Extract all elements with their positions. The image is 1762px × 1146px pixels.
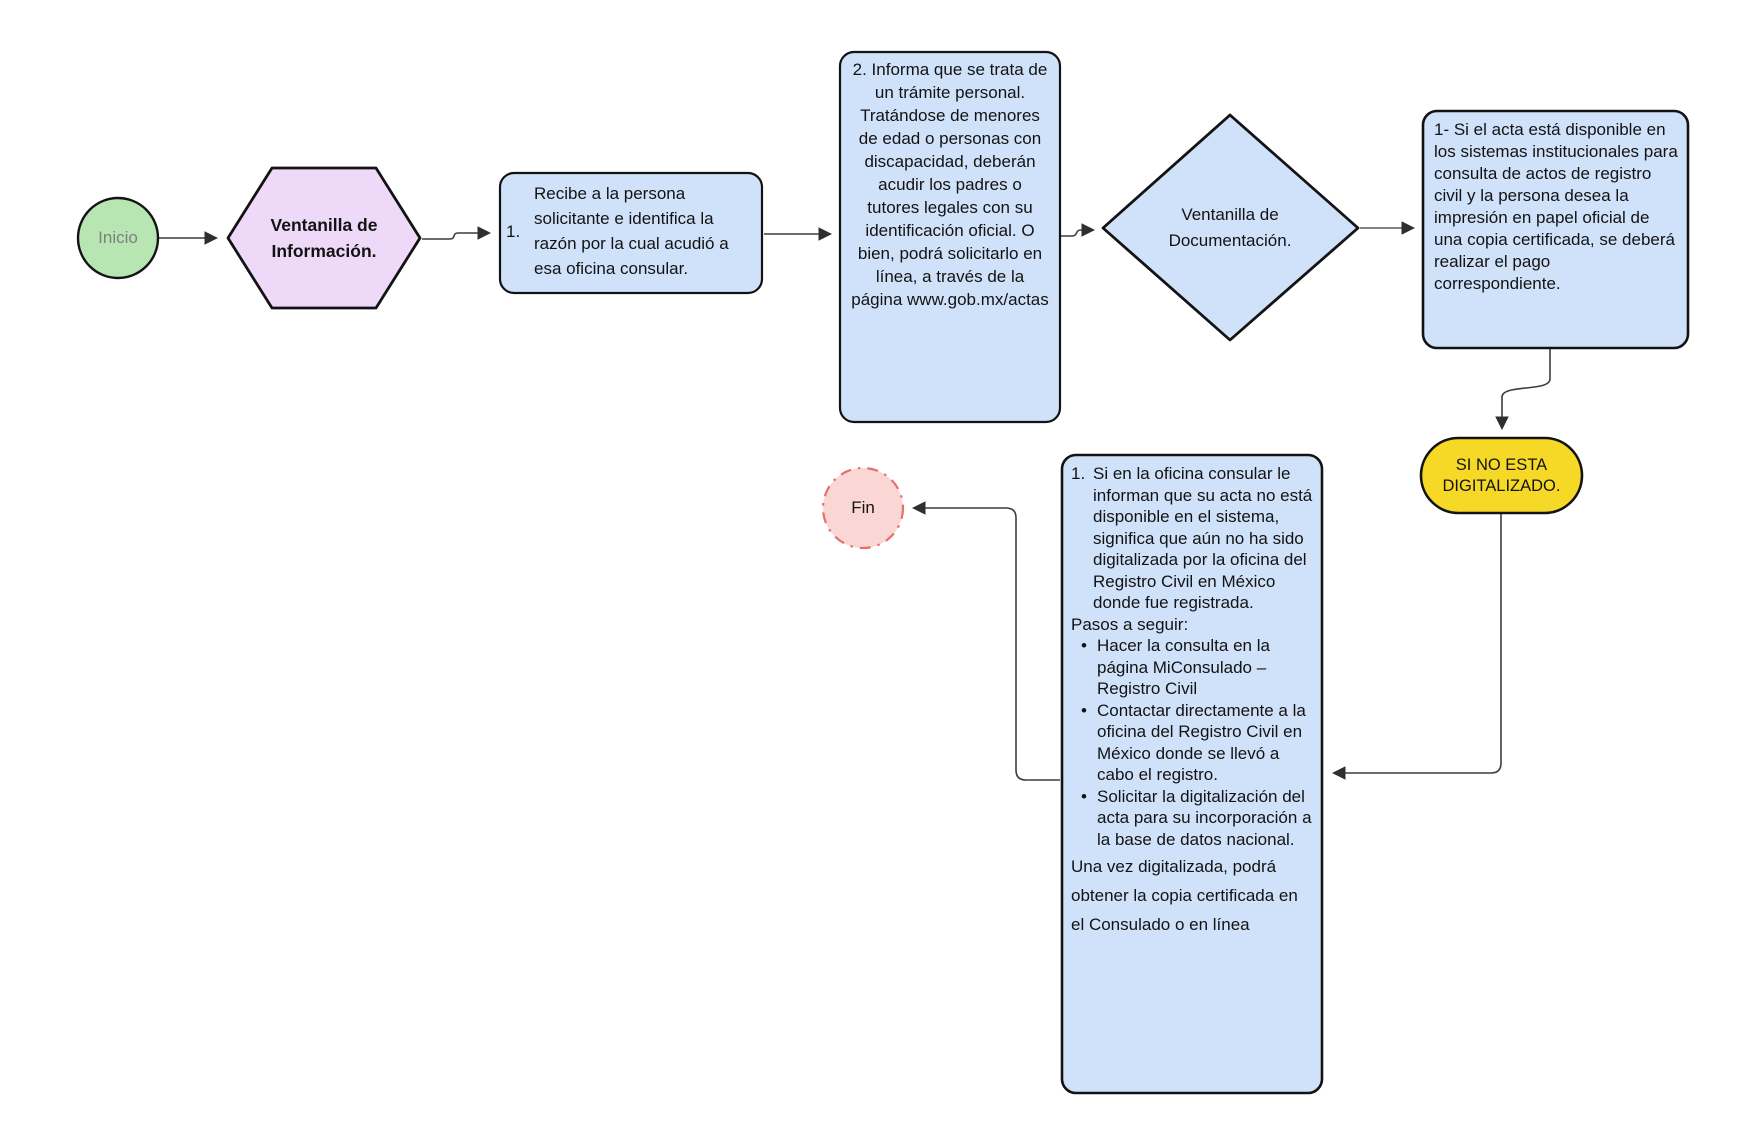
recibe-persona-text — [506, 181, 756, 281]
bullet-text: Contactar directamente a la oficina del Registro Civil en México donde se llevó a cabo el registro. — [1097, 700, 1306, 784]
acta-no-digitalizada-number: 1. — [1071, 464, 1086, 483]
bullet-marker: • — [1081, 636, 1087, 655]
acta-no-digitalizada-intro: Si en la oficina consular le informan que su acta no está disponible en el sistema, significa que aún no ha sido digitalizada por la oficina del Registro Civil en México donde fue registrada. — [1093, 464, 1313, 612]
recibe-persona-number: 1. — [506, 221, 521, 241]
connector-no-digitalizado-to-acta-no-digitalizada — [1334, 514, 1501, 773]
acta-disponible-text: 1- Si el acta está disponible en los sistemas institucionales para consulta de actos de registro civil y la persona desea la impresión en papel oficial de una copia certificada, se deberá realizar el pago correspondiente. — [1434, 120, 1678, 293]
bullet-text: Solicitar la digitalización del acta para su incorporación a la base de datos nacional. — [1097, 786, 1312, 849]
bullet-marker: • — [1081, 700, 1087, 720]
inicio-label: Inicio — [98, 228, 138, 247]
pasos-a-seguir-label: Pasos a seguir: — [1071, 614, 1189, 634]
list-item — [1071, 635, 1313, 700]
acta-no-digitalizada-item — [1071, 463, 1313, 614]
connector-acta-no-digitalizada-to-fin — [914, 508, 1060, 780]
no-digitalizado-label: SI NO ESTA DIGITALIZADO. — [1442, 455, 1561, 495]
bullet-marker: • — [1081, 786, 1087, 806]
bullet-text: Hacer la consulta en la página MiConsulado – Registro Civil — [1097, 636, 1270, 698]
acta-no-digitalizada-text — [1071, 463, 1313, 939]
connector-acta-disponible-to-no-digitalizado — [1502, 349, 1550, 428]
list-item — [1071, 786, 1313, 851]
fin-label: Fin — [851, 498, 875, 517]
connector-informa-to-ventanilla-documentacion — [1061, 230, 1093, 236]
list-item — [1071, 700, 1313, 786]
recibe-persona-body: Recibe a la persona solicitante e identifica la razón por la cual acudió a esa oficina consular. — [534, 184, 729, 278]
informa-tramite-text: 2. Informa que se trata de un trámite personal. Tratándose de menores de edad o personas con discapacidad, deberán acudir los padres o tutores legales con su identificación oficial. O bien, podrá solicitarlo en línea, a través de la página www.gob.mx/actas — [851, 60, 1049, 309]
acta-no-digitalizada-outro: Una vez digitalizada, podrá obtener la copia certificada en el Consulado o en línea — [1071, 857, 1298, 934]
ventanilla-informacion-label: Ventanilla de Información. — [270, 214, 378, 261]
ventanilla-documentacion-label: Ventanilla de Documentación. — [1168, 204, 1292, 250]
connector-ventanilla-informacion-to-recibe — [422, 233, 489, 239]
